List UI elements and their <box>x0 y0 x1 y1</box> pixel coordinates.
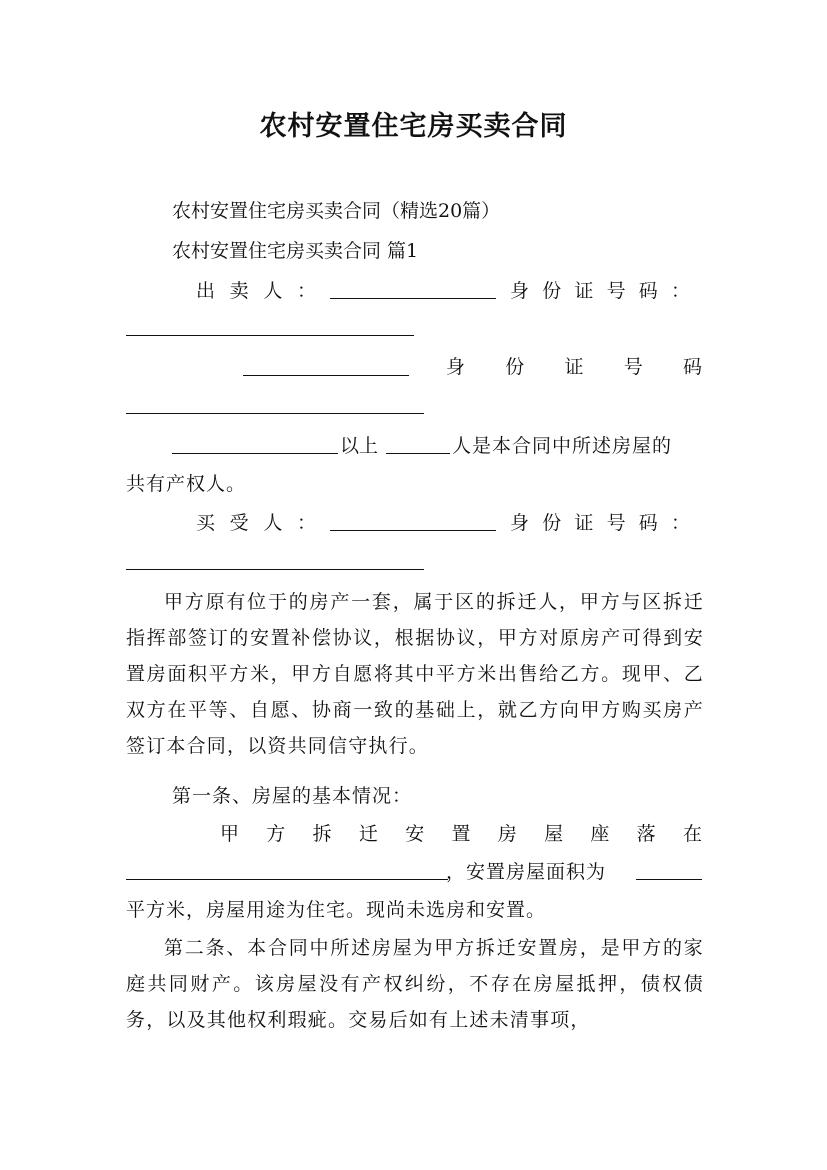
id-label-char: 份 <box>542 512 562 534</box>
seller-label-char: 卖 <box>229 280 249 302</box>
area-text: 平方米，房屋用途为住宅。现尚未选房和安置。 <box>126 899 547 921</box>
buyer-label-char: 买 <box>196 512 216 534</box>
co-owner-text: 人是本合同中所述房屋的 <box>452 435 673 457</box>
id-label-char: 码 <box>638 280 658 302</box>
co-owner-text: 共有产权人。 <box>126 473 247 495</box>
id-label-char: 份 <box>542 280 562 302</box>
location-char: 安 <box>405 823 425 845</box>
seller-id-blank <box>126 335 414 336</box>
location-label <box>220 822 702 846</box>
buyer-label <box>196 511 316 535</box>
buyer-label-char: ： <box>296 512 316 534</box>
location-char: 迁 <box>358 823 378 845</box>
location-char: 房 <box>497 823 517 845</box>
location-char: 方 <box>266 823 286 845</box>
co-owner-text: 以上 <box>340 435 379 457</box>
id-label-char: 身 <box>510 280 530 302</box>
id-label-char: 码 <box>682 356 702 378</box>
co-owner-number-blank <box>386 453 450 454</box>
location-char: 落 <box>636 823 656 845</box>
buyer-id-blank <box>126 569 424 570</box>
section-heading: 农村安置住宅房买卖合同 篇1 <box>172 240 419 262</box>
location-char: 置 <box>451 823 471 845</box>
seller-label <box>196 279 316 303</box>
preamble-paragraph: 甲方原有位于的房产一套，属于区的拆迁人，甲方与区拆迁指挥部签订的安置补偿协议，根据协议，甲方对原房产可得到安置房面积平方米，甲方自愿将其中平方米出售给乙方。现甲、乙双方在平等、自愿、协商一致的基础上，就乙方向甲方购买房产签订本合同，以资共同信守执行。 <box>126 591 704 757</box>
location-char: 屋 <box>544 823 564 845</box>
document-title: 农村安置住宅房买卖合同 <box>259 111 568 142</box>
id-label-char: 证 <box>564 356 584 378</box>
co-owner-id-blank <box>126 413 424 414</box>
seller-label-char: ： <box>296 280 316 302</box>
id-label-char: 码 <box>638 512 658 534</box>
location-char: 在 <box>682 823 702 845</box>
id-label-char: ： <box>670 280 690 302</box>
id-label-char: ： <box>670 512 690 534</box>
id-label-char: 身 <box>446 356 466 378</box>
id-label-char: 份 <box>505 356 525 378</box>
id-label-char: 号 <box>623 356 643 378</box>
id-label-char: 号 <box>606 512 626 534</box>
id-label-char: 身 <box>510 512 530 534</box>
area-blank <box>636 879 702 880</box>
document-subtitle: 农村安置住宅房买卖合同（精选20篇） <box>172 200 501 222</box>
buyer-name-blank <box>330 530 496 531</box>
buyer-id-label <box>510 511 690 535</box>
id-label-char: 证 <box>574 280 594 302</box>
seller-name-blank <box>330 298 496 299</box>
location-blank <box>126 879 448 880</box>
seller-label-char: 出 <box>196 280 216 302</box>
seller-label-char: 人 <box>263 280 283 302</box>
location-char: 拆 <box>312 823 332 845</box>
id-label-char: 证 <box>574 512 594 534</box>
co-owner-name-blank <box>243 375 409 376</box>
co-owner-count-blank <box>172 453 338 454</box>
co-owner-id-label <box>446 355 702 379</box>
article-1-heading: 第一条、房屋的基本情况： <box>172 785 413 807</box>
area-text: ，安置房屋面积为 <box>446 861 607 883</box>
buyer-label-char: 受 <box>229 512 249 534</box>
location-char: 甲 <box>220 823 240 845</box>
article-2-paragraph: 第二条、本合同中所述房屋为甲方拆迁安置房，是甲方的家庭共同财产。该房屋没有产权纠纷，不存在房屋抵押，债权债务，以及其他权利瑕疵。交易后如有上述未清事项， <box>126 937 704 1031</box>
seller-id-label <box>510 279 690 303</box>
id-label-char: 号 <box>606 280 626 302</box>
buyer-label-char: 人 <box>263 512 283 534</box>
location-char: 座 <box>590 823 610 845</box>
